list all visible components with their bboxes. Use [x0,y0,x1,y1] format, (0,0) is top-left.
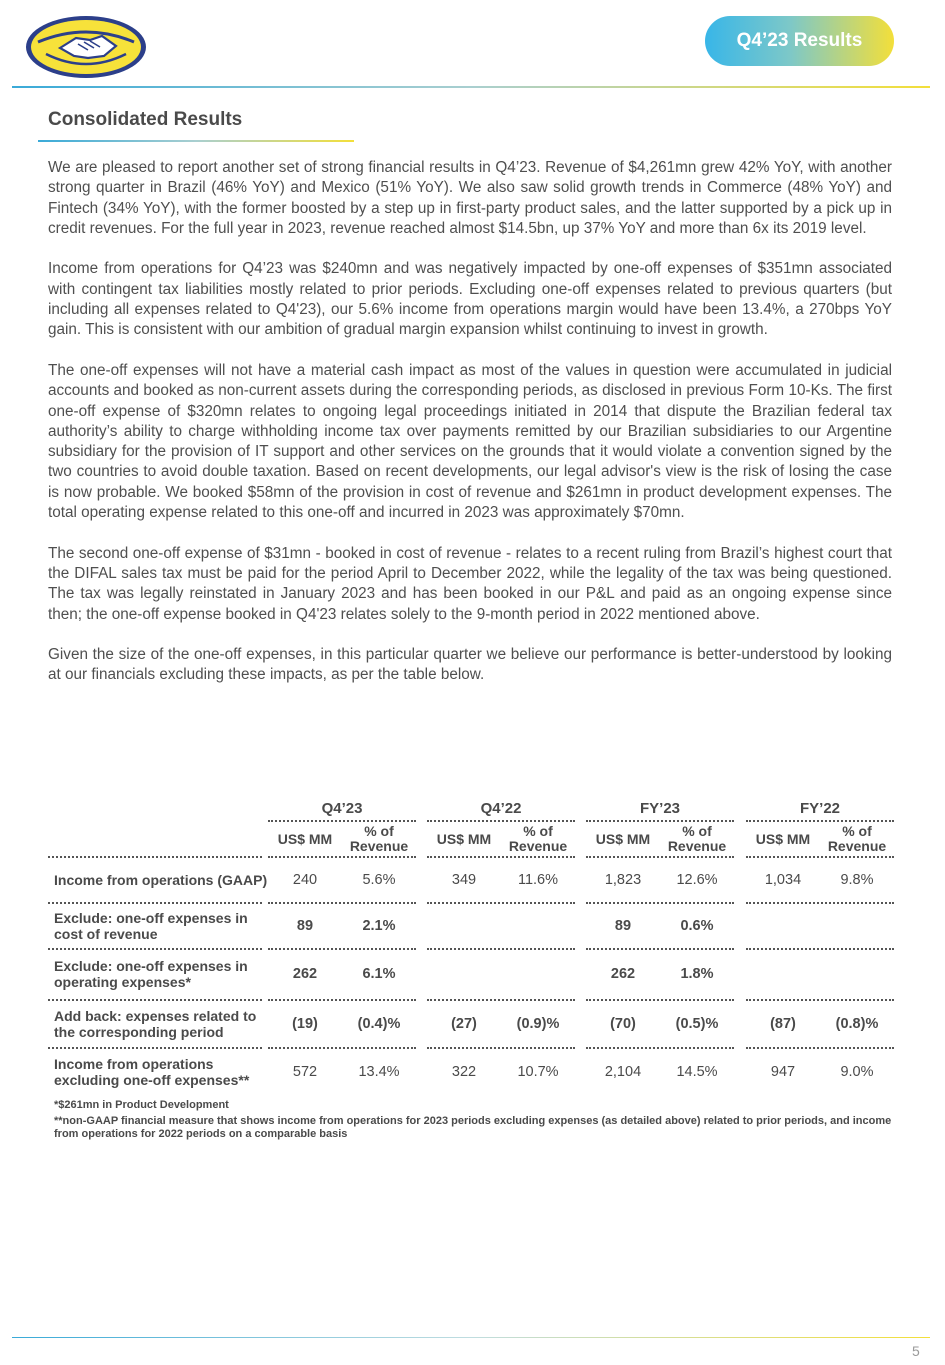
company-logo [24,14,148,80]
table-row [0,857,945,902]
column-header-pct-line2: Revenue [349,838,409,854]
column-header-pct [342,822,416,856]
footnote: **non-GAAP financial measure that shows income from operations for 2023 periods excluding expenses (as detailed above) related to prior periods, and income from operations for 2022 periods on a comparable basis [54,1115,892,1140]
column-header-usd: US$ MM [755,830,811,847]
cell [427,949,501,999]
cell: 12.6% [676,871,718,888]
paragraph: The second one-off expense of $31mn - booked in cost of revenue - relates to a recent ruling from Brazil’s highest court that the DIFAL sales tax must be paid for the period April to December 2022, while the legality of the tax was being questioned. The tax was legally reinstated in January 2023 and has been booked in our P&L and paid as an ongoing expense since then; the one-off expense booked in Q4'23 relates solely to the 9-month period in 2022 mentioned above. [48,544,892,623]
cell: 572 [292,1064,318,1080]
column-header-pct-line1: % of [523,823,553,839]
cell: 0.6% [680,918,714,934]
title-underline [38,140,354,142]
cell [820,903,894,949]
cell [820,949,894,999]
cell: 1,034 [764,871,802,888]
cell: 2.1% [362,918,396,934]
cell: 11.6% [517,871,559,888]
body-text [48,158,892,706]
group-header-q4-22: Q4’22 [427,800,575,822]
cell: 349 [451,871,477,888]
cell: 262 [610,966,636,982]
group-header-fy-22: FY’22 [746,800,894,822]
cell: 5.6% [362,871,396,888]
column-header-pct-line1: % of [364,823,394,839]
column-header-pct [501,822,575,856]
cell: 13.4% [358,1064,400,1080]
table-row [0,1048,945,1096]
paragraph: Income from operations for Q4’23 was $240mn and was negatively impacted by one-off expenses of $351mn associated with contingent tax liabilities mostly related to prior periods. Excluding one-off expenses related to previous quarters (but including all expenses related to Q4'23), our 5.6% income from operations margin would have been 13.4%, a 270bps YoY gain. This is consistent with our ambition of gradual margin expansion whilst continuing to invest in growth. [48,260,892,339]
cell [427,903,501,949]
paragraph: Given the size of the one-off expenses, in this particular quarter we believe our performance is better-understood by looking at our financials excluding these impacts, as per the table below. [48,646,892,684]
group-header-fy-23: FY’23 [586,800,734,822]
column-header-pct-line2: Revenue [827,838,887,854]
cell: 2,104 [604,1064,642,1080]
cell [501,949,575,999]
cell: (19) [292,1015,318,1032]
section-title: Consolidated Results [48,109,243,130]
table-row [0,903,945,949]
row-label: Exclude: one-off expenses in cost of revenue [54,910,248,942]
cell: 9.0% [840,1064,874,1080]
cell: 6.1% [362,966,396,982]
cell: (0.4)% [357,1015,401,1032]
column-header-pct [820,822,894,856]
header-divider [12,86,930,88]
column-header-pct-line1: % of [682,823,712,839]
cell: (70) [610,1015,636,1032]
table-row [0,1000,945,1047]
cell [501,903,575,949]
cell: 89 [614,918,632,934]
cell: 1,823 [604,871,642,888]
row-label: Exclude: one-off expenses in operating expenses* [54,958,248,990]
cell: 14.5% [676,1064,718,1080]
cell: (27) [451,1015,477,1032]
column-header-pct [660,822,734,856]
cell: (0.5)% [675,1015,719,1032]
cell: 947 [770,1064,796,1080]
column-header-pct-line2: Revenue [508,838,568,854]
paragraph: The one-off expenses will not have a material cash impact as most of the values in question were accumulated in judicial accounts and booked as non-current assets during the corresponding periods, as disclosed in previous Form 10-Ks. The first one-off expense of $320mn relates to ongoing legal proceedings initiated in 2014 that dispute the Brazilian federal tax authority’s ability to charge withholding income tax over payments remitted by our Brazilian subsidiaries to our Argentine subsidiary for the provision of IT support and other services on the grounds that it would violate a convention signed by the two countries to avoid double taxation. Based on recent developments, our legal advisor's view is the risk of losing the case is now probable. We booked $58mn of the provision in cost of revenue and $261mn in product development expenses. The total operating expense related to this one-off and incurred in 2023 was approximately $70mn. [48,361,892,522]
cell: 240 [292,871,318,888]
cell: 262 [292,966,318,982]
paragraph: We are pleased to report another set of strong financial results in Q4’23. Revenue of $4,261mn grew 42% YoY, with another strong quarter in Brazil (46% YoY) and Mexico (51% YoY). We also saw solid growth trends in Commerce (48% YoY) and Fintech (34% YoY), with the former boosted by a step up in first-party product sales, and the latter supported by a pick up in credit revenues. For the full year in 2023, revenue reached almost $14.5bn, up 37% YoY and more than 6x its 2019 level. [48,159,892,237]
cell [746,903,820,949]
group-header-q4-23: Q4’23 [268,800,416,822]
report-badge: Q4’23 Results [705,16,894,66]
footnote: *$261mn in Product Development [54,1099,229,1111]
page-number: 5 [912,1343,920,1359]
row-label: Income from operations (GAAP) [54,871,268,888]
cell: 322 [451,1064,477,1080]
cell: (87) [770,1015,796,1032]
cell [746,949,820,999]
cell: (0.9)% [516,1015,560,1032]
column-header-usd: US$ MM [436,830,492,847]
footer-divider [12,1337,930,1338]
column-header-pct-line2: Revenue [667,838,727,854]
cell: 9.8% [840,871,874,888]
cell: 89 [296,918,314,934]
column-header-usd: US$ MM [277,830,333,847]
row-label: Income from operations excluding one-off expenses** [54,1056,250,1088]
table-row [0,949,945,999]
cell: 1.8% [680,966,714,982]
column-header-pct-line1: % of [842,823,872,839]
cell: 10.7% [517,1064,559,1080]
column-header-usd: US$ MM [595,830,651,847]
row-label: Add back: expenses related to the corresponding period [54,1007,257,1040]
cell: (0.8)% [835,1015,879,1032]
